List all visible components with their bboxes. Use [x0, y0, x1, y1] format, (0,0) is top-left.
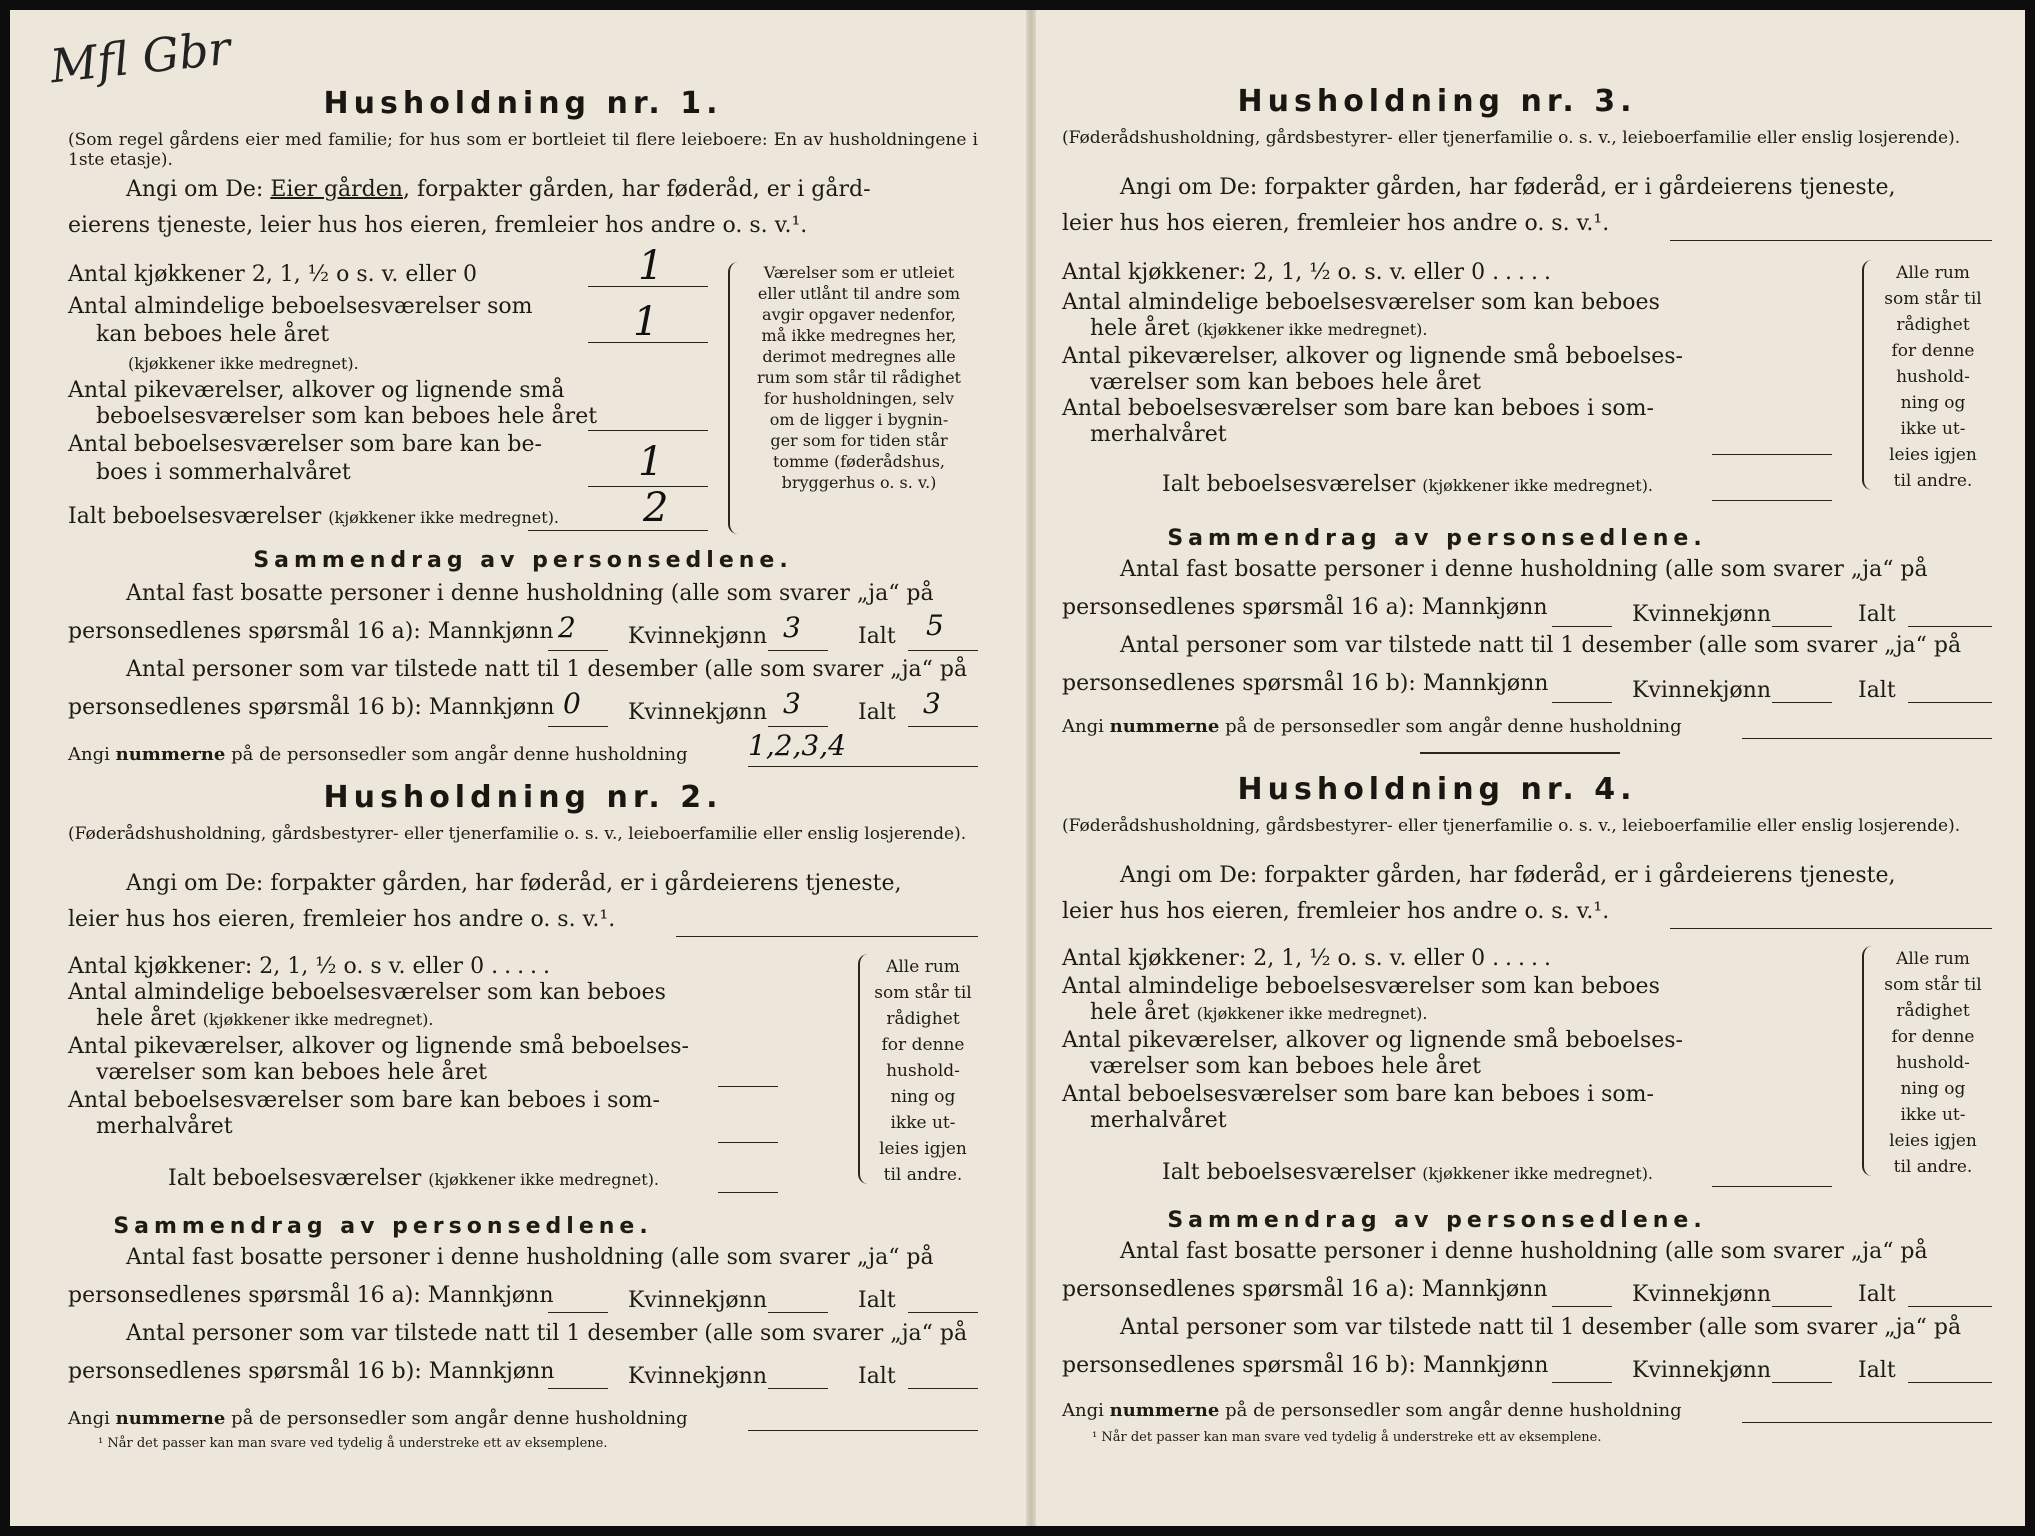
h4-summary-title: Sammendrag av personsedlene. — [1167, 1208, 1707, 1233]
h2-sum-a-1: Antal fast bosatte personer i denne husholdning (alle som svarer „ja“ på — [126, 1245, 934, 1270]
h4-nummer-field — [1742, 1392, 1992, 1423]
summary-b-line-1: Antal personer som var tilstede natt til 1 desember (alle som svarer „ja“ på — [126, 657, 968, 682]
mann-a-value: 2 — [558, 611, 576, 644]
h3-sum-b-2: personsedlenes spørsmål 16 b): Mannkjønn — [1062, 671, 1549, 696]
brace-note-line: som står til — [1884, 289, 1982, 309]
h3-summary-title: Sammendrag av personsedlene. — [1167, 526, 1707, 551]
kvinne-a-value: 3 — [783, 611, 801, 644]
h3-pike-1: Antal pikeværelser, alkover og lignende små beboelses- — [1062, 344, 1683, 369]
section-separator — [1420, 752, 1620, 754]
summary-a-line-1: Antal fast bosatte personer i denne husholdning (alle som svarer „ja“ på — [126, 581, 934, 606]
census-form-sheet — [10, 10, 2025, 1526]
brace-note-line: ning og — [1900, 1079, 1966, 1099]
h4-pike-1: Antal pikeværelser, alkover og lignende små beboelses- — [1062, 1028, 1683, 1053]
brace-note-line: derimot medregnes alle — [762, 347, 956, 366]
h3-sum-a-2: personsedlenes spørsmål 16 a): Mannkjønn — [1062, 595, 1548, 620]
brace-note-line: ning og — [890, 1087, 956, 1107]
h4-angi-2: leier hus hos eieren, fremleier hos andre o. s. v.¹. — [1062, 899, 1610, 924]
h4-som-1: Antal beboelsesværelser som bare kan beboes i som- — [1062, 1082, 1654, 1107]
h4-sum-a-2: personsedlenes spørsmål 16 a): Mannkjønn — [1062, 1277, 1548, 1302]
nummer-label: Angi nummerne på de personsedler som angår denne husholdning — [68, 744, 688, 765]
brace-note-line: for denne — [881, 1035, 965, 1055]
h3-ialt-b-label: Ialt — [1858, 678, 1896, 703]
alm-label-3: (kjøkkener ikke medregnet). — [128, 354, 359, 373]
h4-som-2: merhalvåret — [1090, 1108, 1227, 1133]
brace-note-line: til andre. — [1893, 471, 1973, 491]
household-4-title: Husholdning nr. 4. — [1237, 772, 1637, 807]
summary-a-line-2: personsedlenes spørsmål 16 a): Mannkjønn — [68, 619, 554, 644]
household-3-note: (Føderådshusholdning, gårdsbestyrer- eller tjenerfamilie o. s. v., leieboerfamilie eller enslig losjerende). — [1062, 128, 1961, 148]
pike-field — [588, 400, 708, 431]
h4-angi-field — [1670, 898, 1992, 929]
brace-note-1 — [744, 262, 974, 493]
mann-a-field — [548, 620, 608, 651]
kvinne-a-label: Kvinnekjønn — [628, 624, 767, 649]
ialt-b-value: 3 — [923, 687, 941, 720]
h2-som-1: Antal beboelsesværelser som bare kan beboes i som- — [68, 1088, 660, 1113]
h2-som-field — [718, 1112, 778, 1143]
brace-note-line: ikke ut- — [1900, 1105, 1966, 1125]
h2-kjokken-label: Antal kjøkkener: 2, 1, ½ o. s v. eller 0 ..... — [68, 954, 557, 979]
brace-note-line: rådighet — [886, 1009, 960, 1029]
h2-kvinne-b-field — [768, 1358, 828, 1389]
brace-note-line: eller utlånt til andre som — [757, 284, 961, 303]
h2-kvinne-a-label: Kvinnekjønn — [628, 1288, 767, 1313]
h3-ialt-label: Ialt beboelsesværelser (kjøkkener ikke medregnet). — [1162, 472, 1654, 497]
h3-sum-b-1: Antal personer som var tilstede natt til 1 desember (alle som svarer „ja“ på — [1120, 633, 1962, 658]
ialt-b-label: Ialt — [858, 700, 896, 725]
household-1 — [68, 80, 978, 770]
brace-note-line: Alle rum — [1896, 949, 1970, 969]
brace-note-line: må ikke medregnes her, — [761, 326, 957, 345]
h3-kvinne-a-label: Kvinnekjønn — [1632, 602, 1771, 627]
brace-note-line: til andre. — [1893, 1157, 1973, 1177]
brace-note-line: leies igjen — [879, 1139, 967, 1159]
h4-ialt-a-field — [1908, 1276, 1992, 1307]
h4-ialt-a-label: Ialt — [1858, 1282, 1896, 1307]
brace-note-line: Alle rum — [1896, 263, 1970, 283]
h4-kvinne-b-label: Kvinnekjønn — [1632, 1358, 1771, 1383]
household-1-title: Husholdning nr. 1. — [323, 86, 723, 121]
household-2 — [68, 778, 978, 1468]
ialt-a-label: Ialt — [858, 624, 896, 649]
brace-note-line: som står til — [874, 983, 972, 1003]
brace-note-line: for denne — [1891, 1027, 1975, 1047]
h2-ialt-a-field — [908, 1282, 978, 1313]
h3-nummer-field — [1742, 708, 1992, 739]
h2-angi-1: Angi om De: forpakter gården, har føderåd, er i gårdeierens tjeneste, — [126, 871, 902, 896]
brace-note-line: for husholdningen, selv — [763, 389, 955, 408]
h3-ialt-a-field — [1908, 596, 1992, 627]
left-page — [10, 10, 1026, 1526]
h4-pike-2: værelser som kan beboes hele året — [1090, 1054, 1481, 1079]
sommer-value: 1 — [638, 439, 664, 485]
ialt-a-value: 5 — [926, 609, 944, 642]
alm-label-2: kan beboes hele året — [96, 322, 330, 347]
summary-b-line-2: personsedlenes spørsmål 16 b): Mannkjønn — [68, 695, 555, 720]
margin-handwriting: Mfl Gbr — [47, 20, 233, 94]
brace-note-line: rådighet — [1896, 1001, 1970, 1021]
household-1-note: (Som regel gårdens eier med familie; for hus som er bortleiet til flere leieboere: En av husholdningene i 1ste etasje). — [68, 130, 978, 170]
h4-ialt-label: Ialt beboelsesværelser (kjøkkener ikke medregnet). — [1162, 1160, 1654, 1185]
owner-underlined: Eier gården — [270, 177, 403, 202]
h4-mann-a-field — [1552, 1276, 1612, 1307]
h3-angi-1: Angi om De: forpakter gården, har føderåd, er i gårdeierens tjeneste, — [1120, 175, 1896, 200]
footnote-left: ¹ Når det passer kan man svare ved tydelig å understreke ett av eksemplene. — [98, 1436, 608, 1451]
kjokken-label: Antal kjøkkener 2, 1, ½ o s. v. eller 0 — [68, 262, 478, 287]
h2-ialt-b-label: Ialt — [858, 1364, 896, 1389]
brace-note-line: rum som står til rådighet — [757, 368, 961, 387]
h4-mann-b-field — [1552, 1352, 1612, 1383]
h2-sum-b-1: Antal personer som var tilstede natt til 1 desember (alle som svarer „ja“ på — [126, 1321, 968, 1346]
brace-note-line: Værelser som er utleiet — [763, 263, 955, 282]
h2-ialt-b-field — [908, 1358, 978, 1389]
h2-summary-title: Sammendrag av personsedlene. — [113, 1214, 653, 1239]
h4-brace — [1862, 946, 1874, 1176]
h4-kvinne-a-label: Kvinnekjønn — [1632, 1282, 1771, 1307]
h4-nummer-label: Angi nummerne på de personsedler som angår denne husholdning — [1062, 1400, 1682, 1421]
summary-title-1: Sammendrag av personsedlene. — [253, 548, 793, 573]
h3-ialt-field — [1712, 470, 1832, 501]
h2-mann-b-field — [548, 1358, 608, 1389]
h3-alm-1: Antal almindelige beboelsesværelser som kan beboes — [1062, 290, 1660, 315]
h4-kjokken-label: Antal kjøkkener: 2, 1, ½ o. s. v. eller 0 ..... — [1062, 946, 1558, 971]
h3-som-1: Antal beboelsesværelser som bare kan beboes i som- — [1062, 396, 1654, 421]
h2-nummer-field — [748, 1400, 978, 1431]
brace-note-line: leies igjen — [1889, 1131, 1977, 1151]
h3-ialt-a-label: Ialt — [1858, 602, 1896, 627]
mann-b-value: 0 — [563, 687, 581, 720]
ialt-field — [528, 500, 708, 531]
h2-angi-field — [676, 906, 978, 937]
ialt-label: Ialt beboelsesværelser (kjøkkener ikke medregnet). — [68, 504, 560, 529]
brace-note-line: ger som for tiden står — [770, 431, 948, 450]
brace-note-line: som står til — [1884, 975, 1982, 995]
h4-ialt-b-field — [1908, 1352, 1992, 1383]
brace — [728, 262, 744, 534]
h4-alm-1: Antal almindelige beboelsesværelser som kan beboes — [1062, 974, 1660, 999]
brace-note-line: ikke ut- — [890, 1113, 956, 1133]
h4-kvinne-a-field — [1772, 1276, 1832, 1307]
household-3 — [1062, 78, 1992, 737]
right-page — [1036, 10, 2025, 1526]
h2-kvinne-b-label: Kvinnekjønn — [628, 1364, 767, 1389]
brace-note-line: bryggerhus o. s. v.) — [781, 473, 937, 492]
h4-sum-a-1: Antal fast bosatte personer i denne husholdning (alle som svarer „ja“ på — [1120, 1239, 1928, 1264]
brace-note-line: avgir opgaver nedenfor, — [762, 305, 956, 324]
h3-mann-b-field — [1552, 672, 1612, 703]
h2-pike-1: Antal pikeværelser, alkover og lignende små beboelses- — [68, 1034, 689, 1059]
h2-angi-2: leier hus hos eieren, fremleier hos andre o. s. v.¹. — [68, 907, 616, 932]
sommer-label-1: Antal beboelsesværelser som bare kan be- — [68, 432, 542, 457]
h3-brace — [1862, 260, 1874, 490]
alm-label-1: Antal almindelige beboelsesværelser som — [68, 294, 533, 319]
brace-note-line: ikke ut- — [1900, 419, 1966, 439]
brace-note-line: hushold- — [1896, 1053, 1970, 1073]
h4-sum-b-2: personsedlenes spørsmål 16 b): Mannkjønn — [1062, 1353, 1549, 1378]
h4-brace-note — [1874, 946, 1992, 1180]
h2-ialt-label: Ialt beboelsesværelser (kjøkkener ikke medregnet). — [168, 1166, 660, 1191]
h2-pike-2: værelser som kan beboes hele året — [96, 1060, 487, 1085]
h3-sum-a-1: Antal fast bosatte personer i denne husholdning (alle som svarer „ja“ på — [1120, 557, 1928, 582]
h3-kvinne-b-label: Kvinnekjønn — [1632, 678, 1771, 703]
kvinne-b-value: 3 — [783, 687, 801, 720]
brace-note-line: tomme (føderådshus, — [772, 452, 945, 471]
h3-kvinne-b-field — [1772, 672, 1832, 703]
brace-note-line: hushold- — [1896, 367, 1970, 387]
household-2-title: Husholdning nr. 2. — [323, 780, 723, 815]
h3-angi-field — [1670, 210, 1992, 241]
h2-ialt-a-label: Ialt — [858, 1288, 896, 1313]
h2-brace-note — [868, 954, 978, 1188]
household-4-note: (Føderådshusholdning, gårdsbestyrer- eller tjenerfamilie o. s. v., leieboerfamilie eller enslig losjerende). — [1062, 816, 1961, 836]
h2-sum-b-2: personsedlenes spørsmål 16 b): Mannkjønn — [68, 1359, 555, 1384]
kjokken-value: 1 — [638, 243, 664, 289]
angi-line-1: Angi om De: Eier gården, forpakter gården, har føderåd, er i gård- — [126, 177, 871, 202]
h3-kjokken-label: Antal kjøkkener: 2, 1, ½ o. s. v. eller 0 ..... — [1062, 260, 1558, 285]
h2-ialt-field — [718, 1162, 778, 1193]
page-fold — [1026, 10, 1036, 1526]
footnote-right: ¹ Når det passer kan man svare ved tydelig å understreke ett av eksemplene. — [1092, 1430, 1602, 1445]
h3-alm-2: hele året (kjøkkener ikke medregnet). — [1090, 316, 1428, 341]
brace-note-line: for denne — [1891, 341, 1975, 361]
h4-ialt-field — [1712, 1156, 1832, 1187]
h3-som-2: merhalvåret — [1090, 422, 1227, 447]
household-2-note: (Føderådshusholdning, gårdsbestyrer- eller tjenerfamilie o. s. v., leieboerfamilie eller enslig losjerende). — [68, 824, 967, 844]
sommer-label-2: boes i sommerhalvåret — [96, 460, 351, 485]
household-3-title: Husholdning nr. 3. — [1237, 84, 1637, 119]
h3-mann-a-field — [1552, 596, 1612, 627]
h3-ialt-b-field — [1908, 672, 1992, 703]
h2-pike-field — [718, 1056, 778, 1087]
alm-value: 1 — [633, 299, 659, 345]
h2-mann-a-field — [548, 1282, 608, 1313]
h3-som-field — [1712, 424, 1832, 455]
h2-som-2: merhalvåret — [96, 1114, 233, 1139]
h2-kvinne-a-field — [768, 1282, 828, 1313]
h2-nummer-label: Angi nummerne på de personsedler som angår denne husholdning — [68, 1408, 688, 1429]
brace-note-line: hushold- — [886, 1061, 960, 1081]
kvinne-b-label: Kvinnekjønn — [628, 700, 767, 725]
h2-alm-2: hele året (kjøkkener ikke medregnet). — [96, 1006, 434, 1031]
brace-note-line: ning og — [1900, 393, 1966, 413]
h4-ialt-b-label: Ialt — [1858, 1358, 1896, 1383]
ialt-b-field — [908, 696, 978, 727]
brace-note-line: rådighet — [1896, 315, 1970, 335]
h3-brace-note — [1874, 260, 1992, 494]
brace-note-line: til andre. — [883, 1165, 963, 1185]
pike-label-1: Antal pikeværelser, alkover og lignende små — [68, 378, 565, 403]
h3-kvinne-a-field — [1772, 596, 1832, 627]
h4-alm-2: hele året (kjøkkener ikke medregnet). — [1090, 1000, 1428, 1025]
h4-angi-1: Angi om De: forpakter gården, har føderåd, er i gårdeierens tjeneste, — [1120, 863, 1896, 888]
brace-note-line: leies igjen — [1889, 445, 1977, 465]
h4-kvinne-b-field — [1772, 1352, 1832, 1383]
angi-line-2: eierens tjeneste, leier hus hos eieren, fremleier hos andre o. s. v.¹. — [68, 213, 808, 238]
h3-pike-2: værelser som kan beboes hele året — [1090, 370, 1481, 395]
h3-nummer-label: Angi nummerne på de personsedler som angår denne husholdning — [1062, 716, 1682, 737]
household-4 — [1062, 768, 1992, 1468]
h2-sum-a-2: personsedlenes spørsmål 16 a): Mannkjønn — [68, 1283, 554, 1308]
brace-note-line: Alle rum — [886, 957, 960, 977]
h4-sum-b-1: Antal personer som var tilstede natt til 1 desember (alle som svarer „ja“ på — [1120, 1315, 1962, 1340]
ialt-value: 2 — [643, 485, 669, 531]
h3-angi-2: leier hus hos eieren, fremleier hos andre o. s. v.¹. — [1062, 211, 1610, 236]
pike-label-2: beboelsesværelser som kan beboes hele året — [96, 404, 598, 429]
nummer-value: 1,2,3,4 — [748, 729, 846, 762]
brace-note-line: om de ligger i bygnin- — [769, 410, 949, 429]
h2-alm-1: Antal almindelige beboelsesværelser som kan beboes — [68, 980, 666, 1005]
